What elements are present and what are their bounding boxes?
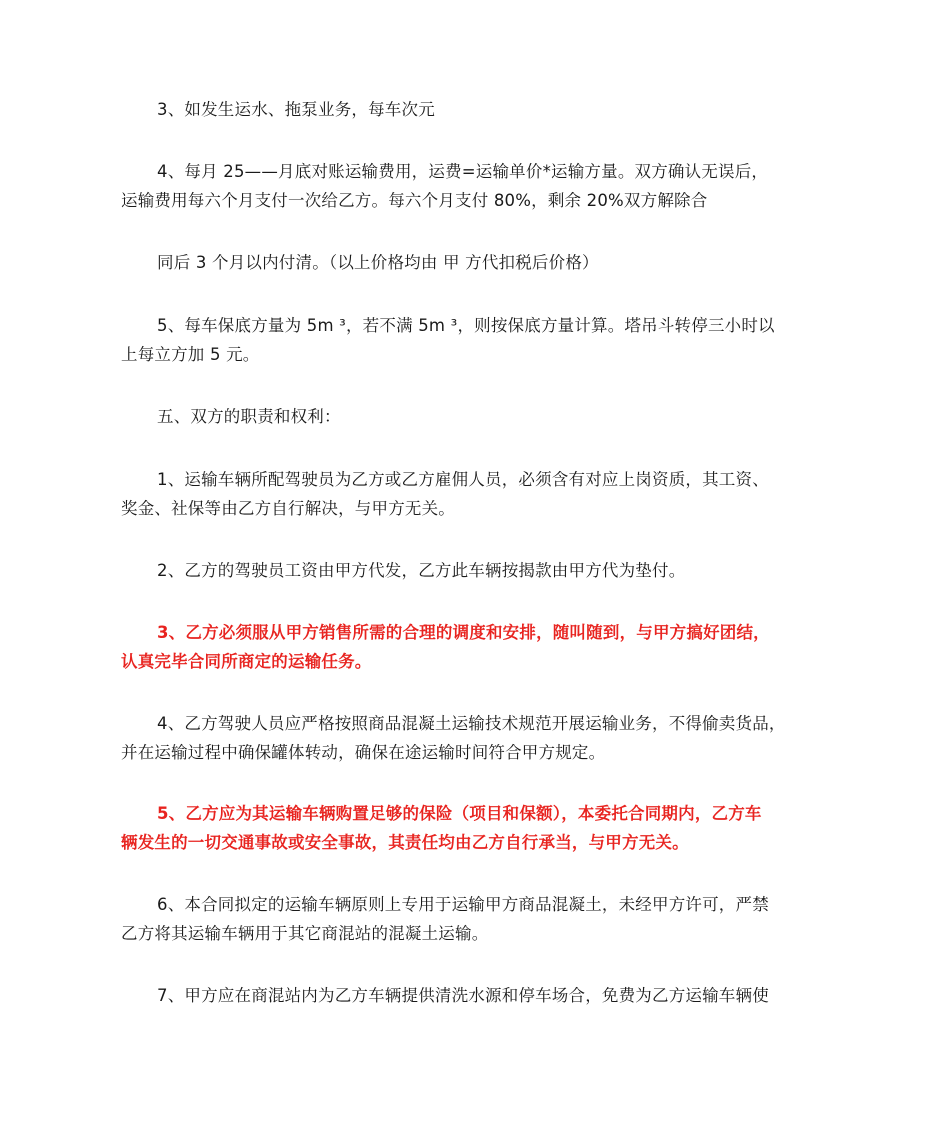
paragraph-line: 认真完毕合同所商定的运输任务。 bbox=[121, 652, 372, 671]
paragraph-line: 同后 3 个月以内付清。（以上价格均由 甲 方代扣税后价格） bbox=[157, 253, 599, 272]
paragraph-line: 5、乙方应为其运输车辆购置足够的保险（项目和保额），本委托合同期内，乙方车 bbox=[157, 804, 762, 823]
paragraph-duty-2-wages bbox=[121, 556, 839, 585]
paragraph-line: 乙方将其运输车辆用于其它商混站的混凝土运输。 bbox=[121, 924, 489, 943]
paragraph-line: 4、乙方驾驶人员应严格按照商品混凝土运输技术规范开展运输业务，不得偷卖货品， bbox=[157, 714, 786, 733]
paragraph-line: 辆发生的一切交通事故或安全事故，其责任均由乙方自行承当，与甲方无关。 bbox=[121, 833, 689, 852]
paragraph-line: 6、本合同拟定的运输车辆原则上专用于运输甲方商品混凝土，未经甲方许可，严禁 bbox=[157, 895, 769, 914]
paragraph-line: 运输费用每六个月支付一次给乙方。每六个月支付 80%，剩余 20%双方解除合 bbox=[121, 191, 708, 210]
paragraph-duty-7-facilities bbox=[121, 981, 839, 1010]
paragraph-line: 4、每月 25——月底对账运输费用，运费=运输单价*运输方量。双方确认无误后， bbox=[157, 162, 769, 181]
paragraph-duty-6-vehicle-use bbox=[121, 890, 839, 948]
paragraph-line: 2、乙方的驾驶员工资由甲方代发，乙方此车辆按揭款由甲方代为垫付。 bbox=[157, 561, 686, 580]
paragraph-clause-3-water-pump bbox=[121, 95, 839, 124]
paragraph-duty-5-insurance-highlighted bbox=[121, 799, 839, 857]
paragraph-line: 上每立方加 5 元。 bbox=[121, 345, 260, 364]
paragraph-line: 5、每车保底方量为 5m ³，若不满 5m ³，则按保底方量计算。塔吊斗转停三小时以 bbox=[157, 316, 775, 335]
paragraph-duty-4-transport-standards bbox=[121, 709, 839, 767]
paragraph-clause-4-billing bbox=[121, 157, 839, 215]
paragraph-line: 1、运输车辆所配驾驶员为乙方或乙方雇佣人员，必须含有对应上岗资质，其工资、 bbox=[157, 470, 769, 489]
paragraph-clause-5-minimum-volume bbox=[121, 311, 839, 369]
paragraph-line: 并在运输过程中确保罐体转动，确保在途运输时间符合甲方规定。 bbox=[121, 743, 606, 762]
paragraph-line: 奖金、社保等由乙方自行解决，与甲方无关。 bbox=[121, 499, 455, 518]
section-heading-text: 五、双方的职责和权利： bbox=[157, 407, 341, 426]
paragraph-clause-4-continued bbox=[121, 248, 839, 277]
paragraph-line: 3、乙方必须服从甲方销售所需的合理的调度和安排，随叫随到，与甲方搞好团结， bbox=[157, 623, 770, 642]
section-heading-duties-rights bbox=[121, 402, 839, 431]
paragraph-duty-3-dispatch-highlighted bbox=[121, 618, 839, 676]
paragraph-line: 3、如发生运水、拖泵业务，每车次元 bbox=[157, 100, 435, 119]
paragraph-line: 7、甲方应在商混站内为乙方车辆提供清洗水源和停车场合，免费为乙方运输车辆使 bbox=[157, 986, 769, 1005]
paragraph-duty-1-drivers bbox=[121, 465, 839, 523]
